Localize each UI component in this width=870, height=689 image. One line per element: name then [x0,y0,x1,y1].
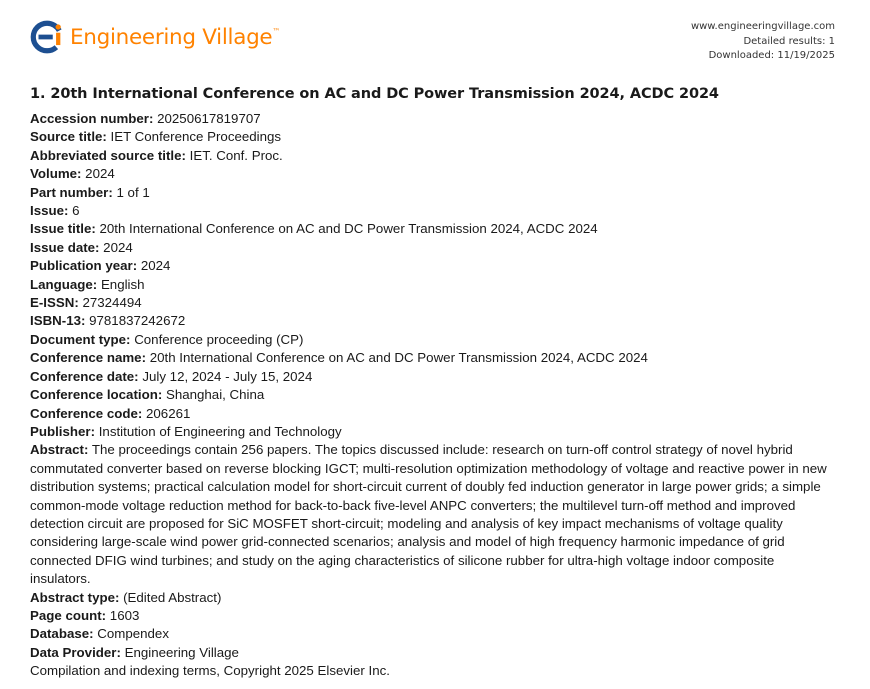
field-publisher [30,423,830,441]
detailed-results-count: Detailed results: 1 [743,35,835,47]
field-database [30,625,830,643]
field-label: Volume: [30,166,82,182]
field-issue [30,202,830,220]
field-value: 1 of 1 [116,184,150,200]
field-document-type [30,331,830,349]
ev-logo-icon [29,18,67,56]
field-value: The proceedings contain 256 papers. The topics discussed include: research on turn-off control strategy of novel hybrid commutated converter based on reverse blocking IGCT; multi-resolution optimization methodology of voltage and reactive power in new distribution systems; practical calculation model for short-circuit current of doubly fed induction generator in large power grids; a simple common-mode voltage reduction method for back-to-back five-level ANPC converters; the multilevel turn-off method and improved detection circuit are proposed for SiC MOSFET short-circuit; modeling and analysis of key impact mechanisms of voltage quality considering large-scale wind power grid-connected scenarios; analysis and model of high frequency harmonic impedance of grid connected DFIG wind turbines; and study on the aging characteristics of silicone rubber for ultra-high voltage indoor composite insulators. [30,442,827,587]
field-publication-year [30,257,830,275]
field-value: July 12, 2024 - July 15, 2024 [142,368,313,384]
field-label: Conference name: [30,350,147,366]
field-label: Language: [30,276,98,292]
field-value: Engineering Village [124,644,239,660]
field-label: Data Provider: [30,644,121,660]
field-label: Conference date: [30,368,139,384]
field-label: Source title: [30,129,107,145]
brand-name: Engineering Village™ [70,24,281,50]
download-date: Downloaded: 11/19/2025 [708,50,835,61]
field-abstract [30,441,830,588]
field-issue-title [30,220,830,238]
field-label: Abstract type: [30,589,120,605]
field-label: Conference code: [30,405,143,421]
field-value: Institution of Engineering and Technology [98,423,342,439]
engineering-village-logo [29,18,280,56]
record-fields [30,110,830,681]
field-label: ISBN-13: [30,313,86,329]
field-issue-date [30,239,830,257]
field-value: (Edited Abstract) [123,589,222,605]
field-page-count [30,607,830,625]
field-value: 20250617819707 [157,111,261,126]
field-value: Shanghai, China [165,387,265,403]
field-conference-code [30,405,830,423]
field-volume [30,165,830,183]
field-value: Conference proceeding (CP) [134,331,304,347]
field-abbreviated-source-title [30,147,830,165]
field-value: 2024 [140,258,171,274]
field-label: Part number: [30,184,113,200]
field-value: 20th International Conference on AC and DC Power Transmission 2024, ACDC 2024 [99,221,598,237]
field-value: IET Conference Proceedings [110,129,282,145]
field-e-issn [30,294,830,312]
field-value: 27324494 [82,295,142,311]
field-label: Database: [30,626,94,642]
field-value: 2024 [85,166,115,182]
field-part-number [30,184,830,202]
field-value: Compendex [97,626,169,642]
field-label: Abstract: [30,442,89,458]
field-label: Publisher: [30,423,96,439]
field-abstract-type [30,589,830,607]
field-value: English [100,276,145,292]
field-label: Issue title: [30,221,96,237]
field-label: Document type: [30,331,131,347]
field-label: Abbreviated source title: [30,147,186,163]
copyright-notice: Compilation and indexing terms, Copyright 2025 Elsevier Inc. [30,663,390,679]
field-label: Publication year: [30,258,138,274]
site-url: www.engineeringvillage.com [690,21,835,32]
field-conference-name [30,349,830,367]
field-label: Issue date: [30,239,100,255]
field-value: IET. Conf. Proc. [189,147,283,163]
field-value: 206261 [146,405,191,421]
record-title: 1. 20th International Conference on AC and DC Power Transmission 2024, ACDC 2024 [30,86,719,102]
field-value: 9781837242672 [89,313,186,329]
field-conference-location [30,386,830,404]
field-value: 6 [72,203,80,219]
field-isbn-13 [30,312,830,330]
field-value: 1603 [109,607,140,623]
field-accession-number [30,110,830,128]
field-data-provider [30,644,830,662]
field-label: Conference location: [30,387,163,403]
field-label: Page count: [30,607,107,623]
field-value: 20th International Conference on AC and DC Power Transmission 2024, ACDC 2024 [149,350,648,366]
field-conference-date [30,368,830,386]
field-language [30,276,830,294]
field-label: Issue: [30,203,69,219]
field-source-title [30,128,830,146]
field-label: E-ISSN: [30,295,79,311]
field-label: Accession number: [30,111,154,126]
field-value: 2024 [103,239,133,255]
export-meta [691,20,835,64]
